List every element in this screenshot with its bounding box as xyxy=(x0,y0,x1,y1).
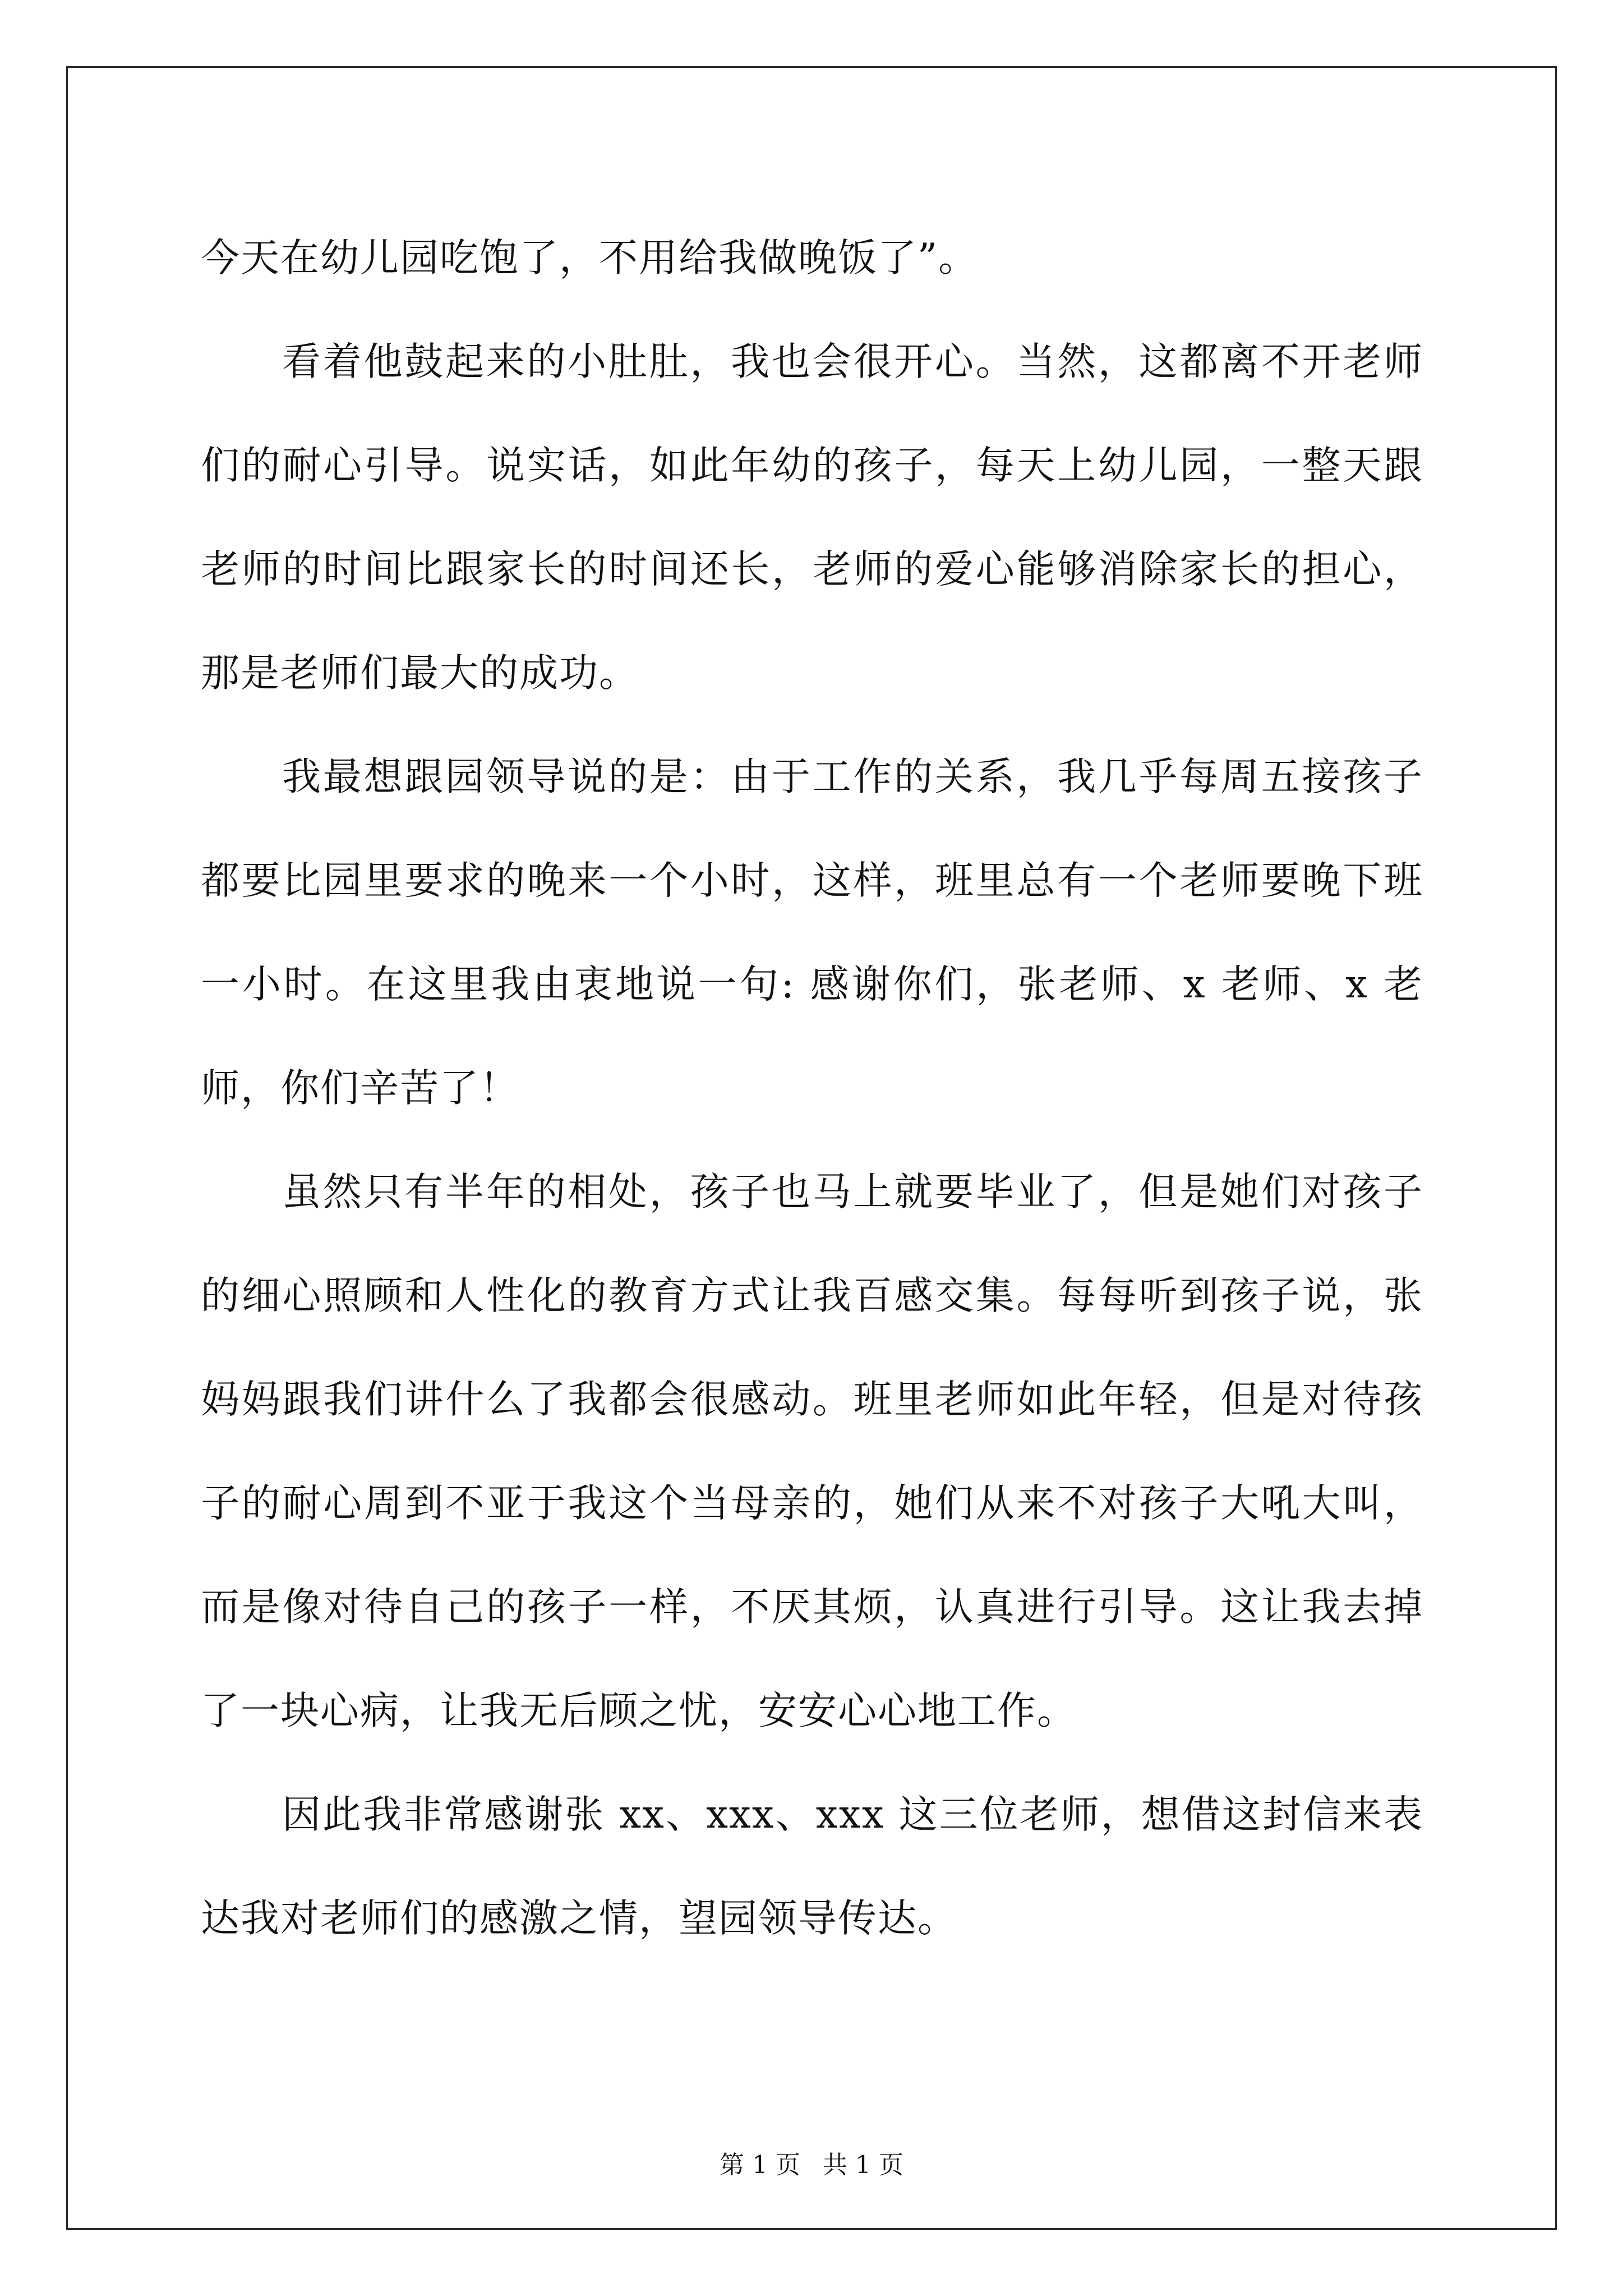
page-total: 共 1 页 xyxy=(823,2151,903,2179)
page-number: 第 1 页 xyxy=(720,2151,800,2179)
page-footer xyxy=(0,2148,1623,2182)
paragraph: 虽然只有半年的相处，孩子也马上就要毕业了，但是她们对孩子的细心照顾和人性化的教育方式让我百感交集。每每听到孩子说，张妈妈跟我们讲什么了我都会很感动。班里老师如此年轻，但是对待孩子的耐心周到不亚于我这个当母亲的，她们从来不对孩子大吼大叫，而是像对待自己的孩子一样，不厌其烦，认真进行引导。这让我去掉了一块心病，让我无后顾之忧，安安心心地工作。 xyxy=(201,1170,1423,1733)
paragraph: 我最想跟园领导说的是：由于工作的关系，我几乎每周五接孩子都要比园里要求的晚来一个小时，这样，班里总有一个老师要晚下班一小时。在这里我由衷地说一句: 感谢你们，张老师、x 老师、x 老师，你们辛苦了！ xyxy=(201,754,1423,1111)
paragraph: 看着他鼓起来的小肚肚，我也会很开心。当然，这都离不开老师们的耐心引导。说实话，如此年幼的孩子，每天上幼儿园，一整天跟老师的时间比跟家长的时间还长，老师的爱心能够消除家长的担心，那是老师们最大的成功。 xyxy=(201,339,1423,696)
paragraph: 因此我非常感谢张 xx、xxx、xxx 这三位老师，想借这封信来表达我对老师们的感激之情，望园领导传达。 xyxy=(201,1792,1423,1941)
document-body xyxy=(201,206,1423,1971)
paragraph-continuation: 今天在幼儿园吃饱了，不用给我做晚饭了”。 xyxy=(201,236,979,280)
